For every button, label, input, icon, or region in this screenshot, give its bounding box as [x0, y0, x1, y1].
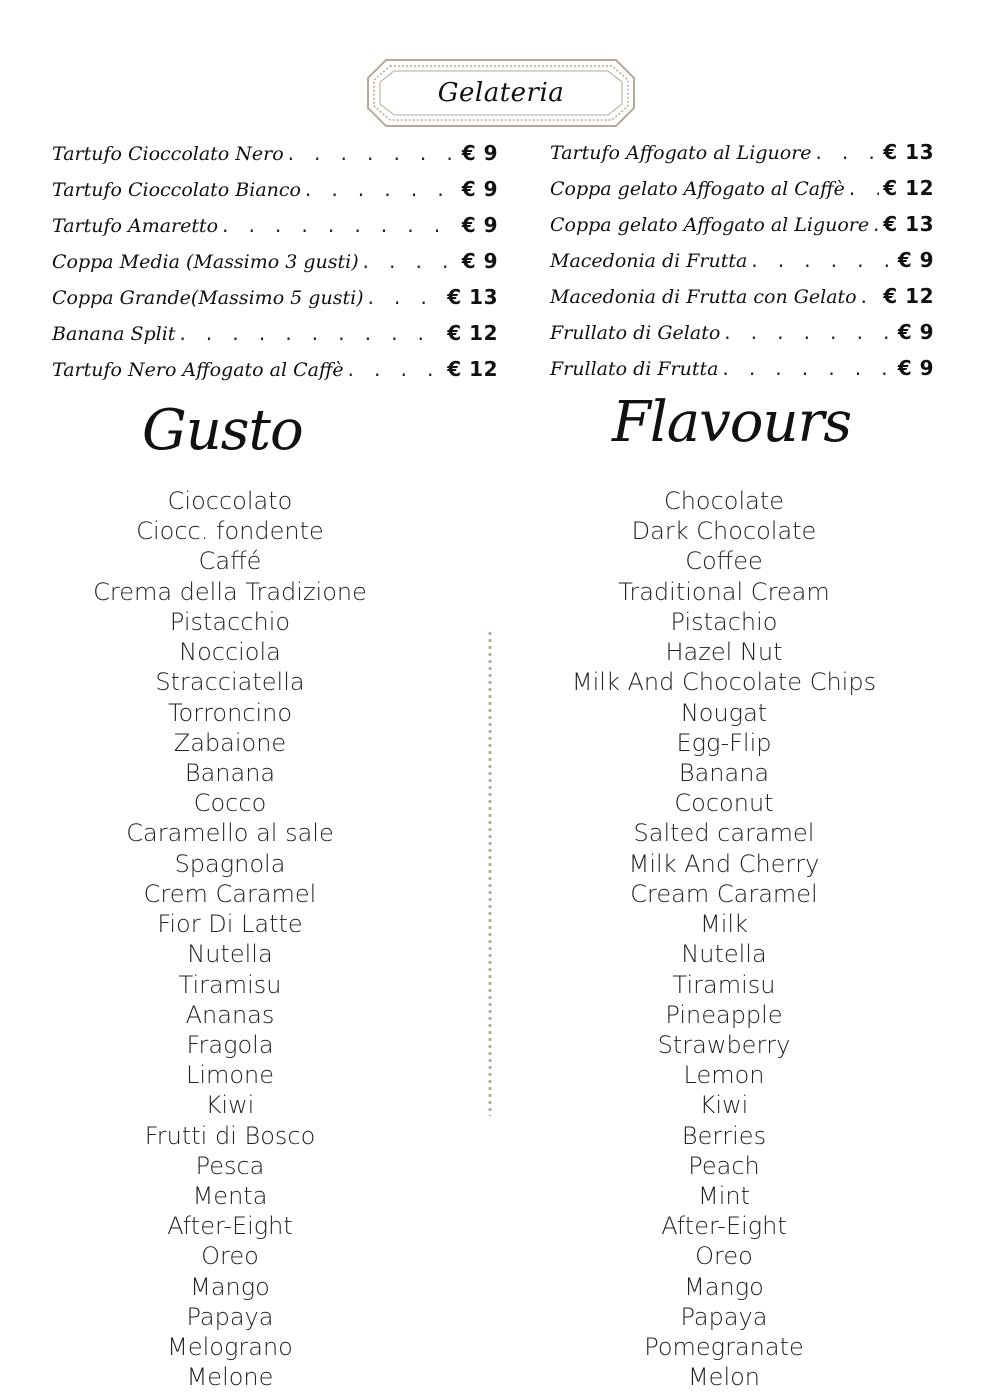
price-row: [550, 206, 934, 242]
dot-leader: [720, 352, 893, 388]
flavor-item: Fior Di Latte: [157, 910, 303, 939]
price-row: [52, 279, 498, 315]
price-list-right: [550, 134, 934, 386]
price-row: [550, 242, 934, 278]
flavor-item: Ciocc. fondente: [136, 517, 324, 546]
flavor-item: After-Eight: [661, 1212, 787, 1241]
flavor-item: Hazel Nut: [665, 638, 783, 667]
flavor-item: Crem Caramel: [143, 879, 317, 908]
flavor-item: Papaya: [186, 1302, 274, 1331]
item-name: Coppa Grande(Massimo 5 gusti): [52, 287, 364, 309]
flavor-item: Melon: [687, 1363, 761, 1392]
flavor-item: Lemon: [683, 1061, 765, 1090]
flavours-list: [554, 486, 894, 1393]
item-name: Macedonia di Frutta con Gelato: [550, 286, 857, 308]
flavor-item: After-Eight: [167, 1212, 293, 1241]
gusto-heading: Gusto: [142, 398, 303, 463]
flavor-item: Salted caramel: [633, 819, 815, 848]
dot-leader: [177, 317, 443, 353]
flavor-item: Pomegranate: [644, 1333, 804, 1362]
flavor-item: Banana: [678, 758, 770, 787]
dot-leader: [847, 172, 879, 208]
flavor-item: Spagnola: [174, 849, 286, 878]
flavor-item: Melone: [186, 1363, 274, 1392]
dot-leader: [286, 137, 458, 173]
flavor-item: Oreo: [695, 1242, 753, 1271]
item-name: Tartufo Cioccolato Nero: [52, 143, 284, 165]
item-price: € 13: [883, 212, 934, 236]
flavor-item: Stracciatella: [155, 668, 305, 697]
flavor-item: Menta: [192, 1182, 268, 1211]
price-row: [52, 315, 498, 351]
dot-leader: [220, 209, 458, 245]
dot-leader: [859, 280, 880, 316]
item-price: € 9: [897, 248, 934, 272]
dot-leader: [871, 208, 879, 244]
flavor-item: Tiramisu: [178, 970, 282, 999]
flavor-item: Papaya: [680, 1302, 768, 1331]
flavor-item: Pineapple: [665, 1000, 783, 1029]
flavor-item: Nutella: [681, 940, 767, 969]
flavor-item: Crema della Tradizione: [93, 577, 367, 606]
flavor-item: Melograno: [167, 1333, 293, 1362]
dot-leader: [366, 281, 444, 317]
item-price: € 9: [461, 141, 498, 165]
item-name: Tartufo Amaretto: [52, 215, 219, 237]
item-name: Tartufo Affogato al Liguore: [550, 142, 812, 164]
flavor-item: Nutella: [187, 940, 273, 969]
item-price: € 9: [897, 320, 934, 344]
flavor-item: Strawberry: [657, 1030, 791, 1059]
item-price: € 13: [883, 140, 934, 164]
flavor-item: Cream Caramel: [630, 879, 818, 908]
gusto-list: [60, 486, 400, 1393]
flavor-item: Mango: [684, 1272, 764, 1301]
item-name: Banana Split: [52, 323, 176, 345]
price-row: [52, 351, 498, 387]
flavor-item: Caffé: [198, 547, 262, 576]
flavor-item: Tiramisu: [672, 970, 776, 999]
item-name: Macedonia di Frutta: [550, 250, 748, 272]
dot-leader: [346, 353, 444, 389]
flavor-item: Peach: [688, 1151, 760, 1180]
item-price: € 12: [447, 357, 498, 381]
flavor-item: Kiwi: [205, 1091, 255, 1120]
price-row: [52, 207, 498, 243]
page-title: Gelateria: [437, 78, 565, 108]
flavor-item: Frutti di Bosco: [144, 1121, 316, 1150]
dotted-divider: [488, 630, 492, 1116]
flavor-item: Oreo: [201, 1242, 259, 1271]
item-name: Coppa gelato Affogato al Caffè: [550, 178, 845, 200]
price-list-left: [52, 135, 498, 387]
flavor-item: Cioccolato: [167, 487, 293, 515]
item-name: Frullato di Gelato: [550, 322, 721, 344]
item-price: € 9: [461, 249, 498, 273]
item-name: Tartufo Nero Affogato al Caffè: [52, 359, 344, 381]
flavor-item: Coffee: [685, 547, 763, 576]
price-row: [550, 314, 934, 350]
price-row: [550, 350, 934, 386]
flavor-item: Berries: [681, 1121, 767, 1150]
flavor-item: Milk And Cherry: [628, 849, 820, 878]
flavor-item: Pesca: [195, 1151, 265, 1180]
flavor-item: Mango: [190, 1272, 270, 1301]
flavor-item: Caramello al sale: [126, 819, 334, 848]
flavor-item: Torroncino: [167, 698, 293, 727]
flavor-item: Chocolate: [663, 487, 785, 515]
flavor-item: Ananas: [185, 1000, 275, 1029]
flavor-item: Banana: [184, 758, 276, 787]
dot-leader: [749, 244, 893, 280]
dot-leader: [722, 316, 893, 352]
item-name: Frullato di Frutta: [550, 358, 719, 380]
flavor-item: Mint: [698, 1182, 750, 1211]
dot-leader: [303, 173, 458, 209]
item-price: € 9: [897, 356, 934, 380]
item-price: € 12: [883, 284, 934, 308]
gelateria-badge: [366, 58, 636, 128]
dot-leader: [361, 245, 458, 281]
flavor-item: Nocciola: [179, 638, 281, 667]
flavor-item: Cocco: [193, 789, 267, 818]
price-row: [550, 170, 934, 206]
flavor-item: Nougat: [680, 698, 768, 727]
flavor-item: Fragola: [186, 1030, 274, 1059]
price-row: [550, 134, 934, 170]
price-row: [52, 171, 498, 207]
flavor-item: Pistachio: [670, 607, 778, 636]
item-name: Coppa Media (Massimo 3 gusti): [52, 251, 359, 273]
flavours-heading: Flavours: [612, 390, 852, 455]
flavor-item: Traditional Cream: [618, 577, 830, 606]
flavor-item: Coconut: [674, 789, 774, 818]
dot-leader: [814, 136, 880, 172]
flavor-item: Milk: [700, 910, 748, 939]
item-name: Tartufo Cioccolato Bianco: [52, 179, 301, 201]
flavor-item: Limone: [185, 1061, 275, 1090]
item-price: € 9: [461, 177, 498, 201]
price-row: [52, 135, 498, 171]
flavor-item: Kiwi: [699, 1091, 749, 1120]
item-price: € 9: [461, 213, 498, 237]
item-price: € 12: [447, 321, 498, 345]
flavor-item: Milk And Chocolate Chips: [571, 668, 877, 697]
price-row: [550, 278, 934, 314]
item-name: Coppa gelato Affogato al Liguore: [550, 214, 870, 236]
item-price: € 12: [883, 176, 934, 200]
flavor-item: Dark Chocolate: [631, 517, 817, 546]
item-price: € 13: [447, 285, 498, 309]
flavor-item: Egg-Flip: [676, 728, 772, 757]
price-row: [52, 243, 498, 279]
flavor-item: Pistacchio: [169, 607, 291, 636]
flavor-item: Zabaione: [173, 728, 287, 757]
